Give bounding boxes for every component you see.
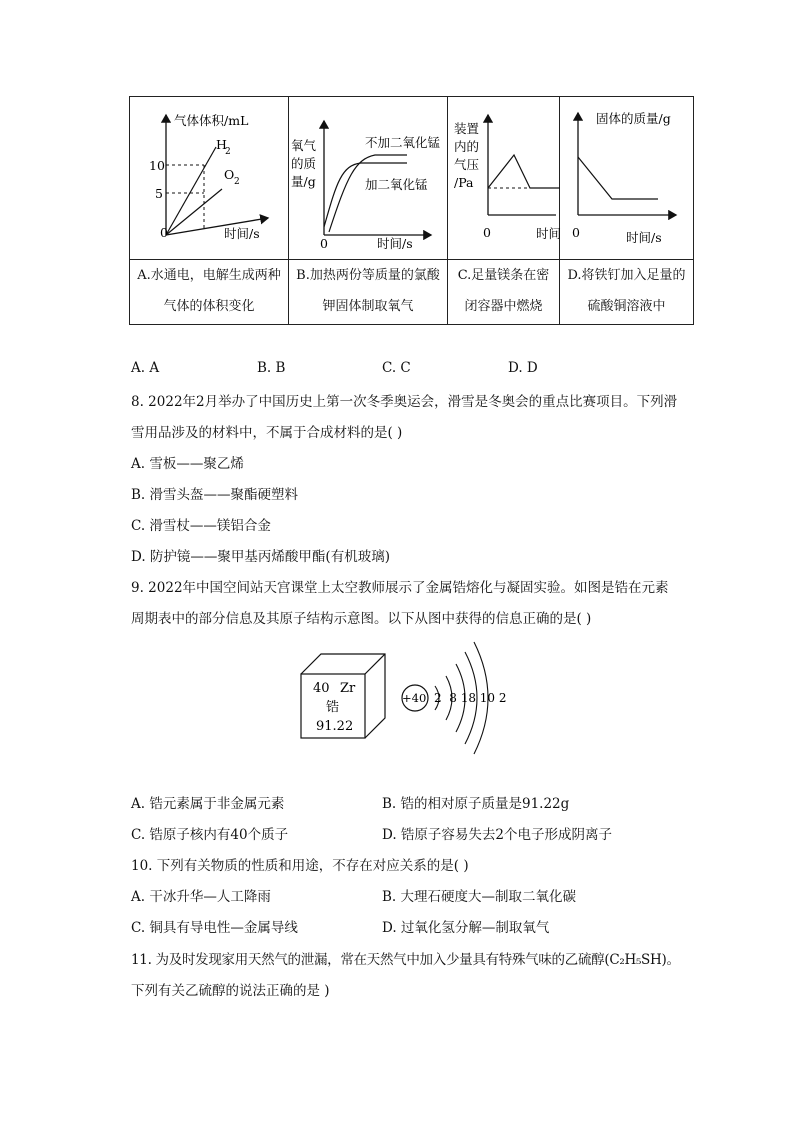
q7-option-c[interactable]: C. C bbox=[382, 360, 411, 376]
x-axis-label: 时间/s bbox=[224, 226, 260, 241]
q8-option-b[interactable]: B. 滑雪头盔——聚酯硬塑料 bbox=[131, 487, 299, 503]
figure-table bbox=[129, 96, 694, 325]
atomic-structure-diagram bbox=[402, 642, 507, 754]
caption-line-2: 硫酸铜溶液中 bbox=[587, 299, 666, 314]
element-symbol: Zr bbox=[340, 681, 356, 696]
panel-d-graph bbox=[560, 97, 694, 260]
tick-5: 5 bbox=[155, 186, 163, 201]
q9-option-d[interactable]: D. 锆原子容易失去2个电子形成阴离子 bbox=[382, 827, 613, 843]
caption-line-1: A.水通电，电解生成两种 bbox=[137, 268, 281, 283]
caption-line-2: 闭容器中燃烧 bbox=[464, 299, 543, 314]
q9-option-c[interactable]: C. 锆原子核内有40个质子 bbox=[131, 827, 289, 843]
o2-label: O bbox=[224, 167, 235, 182]
q7-option-a[interactable]: A. A bbox=[131, 360, 160, 376]
x-axis-label: 时间/s bbox=[377, 236, 413, 251]
o2-line bbox=[166, 189, 222, 235]
curve-without-mno2 bbox=[329, 155, 407, 232]
x-axis-label: 时间 bbox=[536, 226, 562, 241]
periodic-table-cell bbox=[301, 654, 385, 738]
nuclear-charge: +40 bbox=[402, 691, 427, 705]
q9-option-a[interactable]: A. 锆元素属于非金属元素 bbox=[131, 796, 285, 812]
graph-solid-mass bbox=[560, 97, 693, 255]
q10-stem: 10. 下列有关物质的性质和用途，不存在对应关系的是( ) bbox=[131, 858, 469, 874]
panel-c-caption bbox=[448, 260, 560, 325]
y-label-line-1: 装置 bbox=[454, 121, 480, 136]
q7-option-b[interactable]: B. B bbox=[257, 360, 286, 376]
caption-line-2: 气体的体积变化 bbox=[163, 299, 255, 314]
y-label-line-4: /Pa bbox=[454, 175, 474, 190]
y-label-line-2: 内的 bbox=[454, 139, 480, 154]
q10-option-b[interactable]: B. 大理石硬度大—制取二氧化碳 bbox=[382, 889, 577, 905]
q8-stem-line-1: 8. 2022年2月举办了中国历史上第一次冬季奥运会，滑雪是冬奥会的重点比赛项目。下列滑 bbox=[131, 394, 678, 410]
caption-line-1: B.加热两份等质量的氯酸 bbox=[296, 268, 440, 283]
panel-b-graph bbox=[289, 97, 448, 260]
pressure-line bbox=[488, 155, 560, 188]
y-axis-label: 固体的质量/g bbox=[596, 111, 671, 126]
panel-b-caption bbox=[289, 260, 448, 325]
atomic-mass: 91.22 bbox=[316, 719, 354, 734]
tick-10: 10 bbox=[149, 158, 165, 173]
label-without-mno2: 不加二氧化锰 bbox=[365, 135, 441, 150]
q7-option-d[interactable]: D. D bbox=[508, 360, 538, 376]
q8-option-d[interactable]: D. 防护镜——聚甲基丙烯酸甲酯(有机玻璃) bbox=[131, 549, 390, 565]
caption-line-1: D.将铁钉加入足量的 bbox=[567, 268, 686, 283]
caption-line-2: 钾固体制取氧气 bbox=[322, 299, 414, 314]
element-name: 锆 bbox=[326, 700, 340, 715]
y-axis-label: 气体体积/mL bbox=[174, 113, 249, 128]
origin-label: 0 bbox=[483, 225, 491, 240]
q11-stem-line-1: 11. 为及时发现家用天然气的泄漏，常在天然气中加入少量具有特殊气味的乙硫醇(C₂H₅SH)。 bbox=[131, 952, 680, 968]
mass-line bbox=[578, 157, 658, 199]
panel-a-caption bbox=[130, 260, 289, 325]
panel-c-graph bbox=[448, 97, 560, 260]
q9-option-b[interactable]: B. 锆的相对原子质量是91.22g bbox=[382, 796, 570, 812]
origin-label: 0 bbox=[572, 225, 580, 240]
h2-subscript: 2 bbox=[225, 147, 231, 157]
panel-d-caption bbox=[560, 260, 694, 325]
origin-label: 0 bbox=[160, 225, 168, 240]
label-with-mno2: 加二氧化锰 bbox=[365, 177, 428, 192]
o2-subscript: 2 bbox=[234, 177, 240, 187]
atomic-number: 40 bbox=[313, 681, 330, 696]
h2-label: H bbox=[216, 137, 227, 152]
curve-with-mno2 bbox=[324, 163, 407, 227]
q10-option-d[interactable]: D. 过氧化氢分解—制取氧气 bbox=[382, 920, 550, 936]
graph-pressure bbox=[448, 97, 562, 255]
y-label-line-3: 量/g bbox=[291, 174, 316, 189]
q8-option-a[interactable]: A. 雪板——聚乙烯 bbox=[131, 456, 244, 472]
q10-option-c[interactable]: C. 铜具有导电性—金属导线 bbox=[131, 920, 298, 936]
graph-gas-volume bbox=[130, 97, 288, 255]
q8-option-c[interactable]: C. 滑雪杖——镁铝合金 bbox=[131, 518, 271, 534]
q10-option-a[interactable]: A. 干冰升华—人工降雨 bbox=[131, 889, 271, 905]
y-label-line-1: 氧气 bbox=[291, 138, 317, 153]
zirconium-figure bbox=[298, 636, 507, 746]
electron-counts: 2 8 18 10 2 bbox=[434, 691, 507, 705]
y-label-line-2: 的质 bbox=[291, 156, 317, 171]
q9-stem-line-2: 周期表中的部分信息及其原子结构示意图。以下从图中获得的信息正确的是( ) bbox=[131, 611, 592, 627]
q9-stem-line-1: 9. 2022年中国空间站天宫课堂上太空教师展示了金属锆熔化与凝固实验。如图是锆在元素 bbox=[131, 580, 669, 596]
q8-stem-line-2: 雪用品涉及的材料中，不属于合成材料的是( ) bbox=[131, 425, 403, 441]
q11-stem-line-2: 下列有关乙硫醇的说法正确的是 ) bbox=[131, 983, 330, 999]
graph-oxygen-mass bbox=[289, 97, 447, 255]
origin-label: 0 bbox=[320, 236, 328, 251]
x-axis-label: 时间/s bbox=[626, 230, 662, 245]
y-label-line-3: 气压 bbox=[454, 157, 480, 172]
caption-line-1: C.足量镁条在密 bbox=[457, 268, 550, 283]
h2-line bbox=[166, 147, 216, 235]
panel-a-graph bbox=[130, 97, 289, 260]
